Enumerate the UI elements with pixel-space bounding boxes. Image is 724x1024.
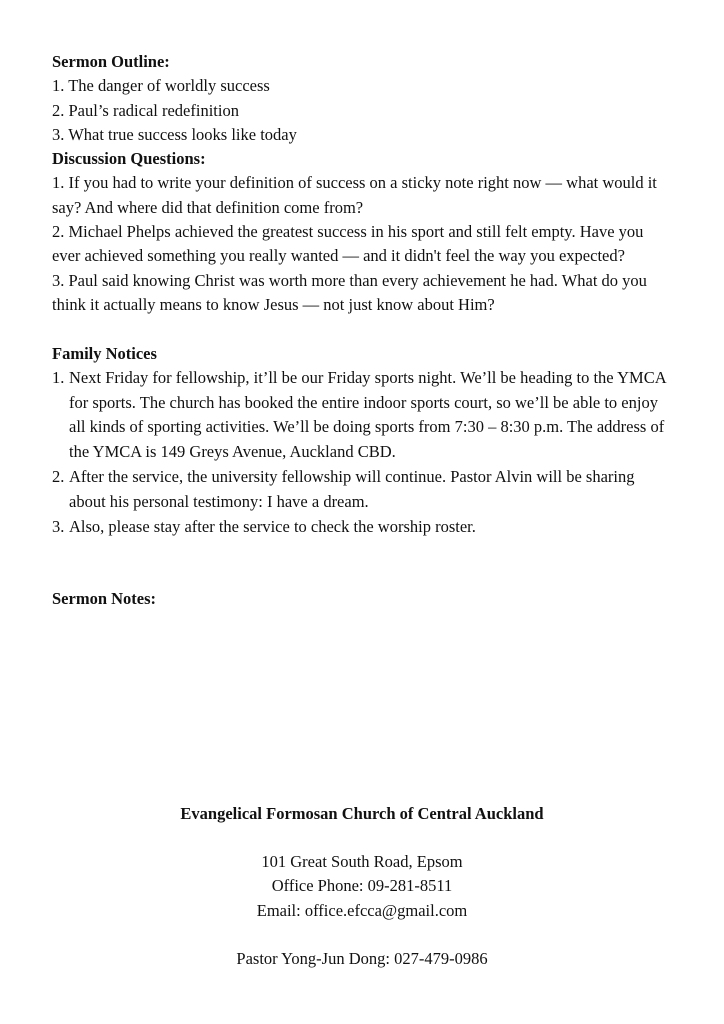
notice-number: 3. xyxy=(52,516,65,536)
discussion-question: 3. Paul said knowing Christ was worth more than every achievement he had. What do you think it actually means to know Jesus — not just know about Him? xyxy=(52,270,647,314)
notice-number: 1. xyxy=(52,367,65,387)
discussion-question: 1. If you had to write your definition of success on a sticky note right now — what would it say? And where did that definition come from? xyxy=(52,173,657,217)
notice-text: Also, please stay after the service to check the worship roster. xyxy=(69,516,476,536)
sermon-outline-item: 2. Paul’s radical redefinition xyxy=(52,100,239,120)
main-content xyxy=(52,50,692,539)
church-email: Email: office.efcca@gmail.com xyxy=(256,900,468,920)
family-notice-item xyxy=(52,465,659,515)
family-notice-item xyxy=(52,515,669,540)
sermon-notes-heading: Sermon Notes: xyxy=(52,589,157,608)
sermon-outline-item: 3. What true success looks like today xyxy=(52,124,297,144)
family-notices-list xyxy=(52,366,692,540)
notice-text: After the service, the university fellowship will continue. Pastor Alvin will be sharing about his personal testimony: I have a dream. xyxy=(69,467,635,511)
notice-number: 2. xyxy=(52,467,65,487)
pastor-contact: Pastor Yong-Jun Dong: 027-479-0986 xyxy=(236,949,488,968)
family-notices-heading: Family Notices xyxy=(52,343,157,363)
church-name-block xyxy=(0,802,724,826)
family-notice-item xyxy=(52,366,677,465)
section-spacer xyxy=(52,317,692,341)
pastor-block xyxy=(0,947,724,971)
church-name: Evangelical Formosan Church of Central Auckland xyxy=(180,804,544,823)
discussion-questions-heading: Discussion Questions: xyxy=(52,149,206,169)
discussion-question: 2. Michael Phelps achieved the greatest success in his sport and still felt empty. Have you ever achieved something you really wanted — and it didn't feel the way you expected? xyxy=(52,222,644,266)
sermon-outline-heading: Sermon Outline: xyxy=(52,52,170,71)
contact-block xyxy=(0,850,724,923)
notice-text: Next Friday for fellowship, it’ll be our Friday sports night. We’ll be heading to the YMCA for sports. The church has booked the entire indoor sports court, so we’ll be able to enjoy all kinds of sporting activities. We’ll be doing sports from 7:30 – 8:30 p.m. The address of the YMCA is 149 Greys Avenue, Auckland CBD. xyxy=(69,367,666,462)
sermon-outline-item: 1. The danger of worldly success xyxy=(52,76,270,96)
church-address: 101 Great South Road, Epsom xyxy=(261,852,463,871)
office-phone: Office Phone: 09-281-8511 xyxy=(271,876,453,896)
